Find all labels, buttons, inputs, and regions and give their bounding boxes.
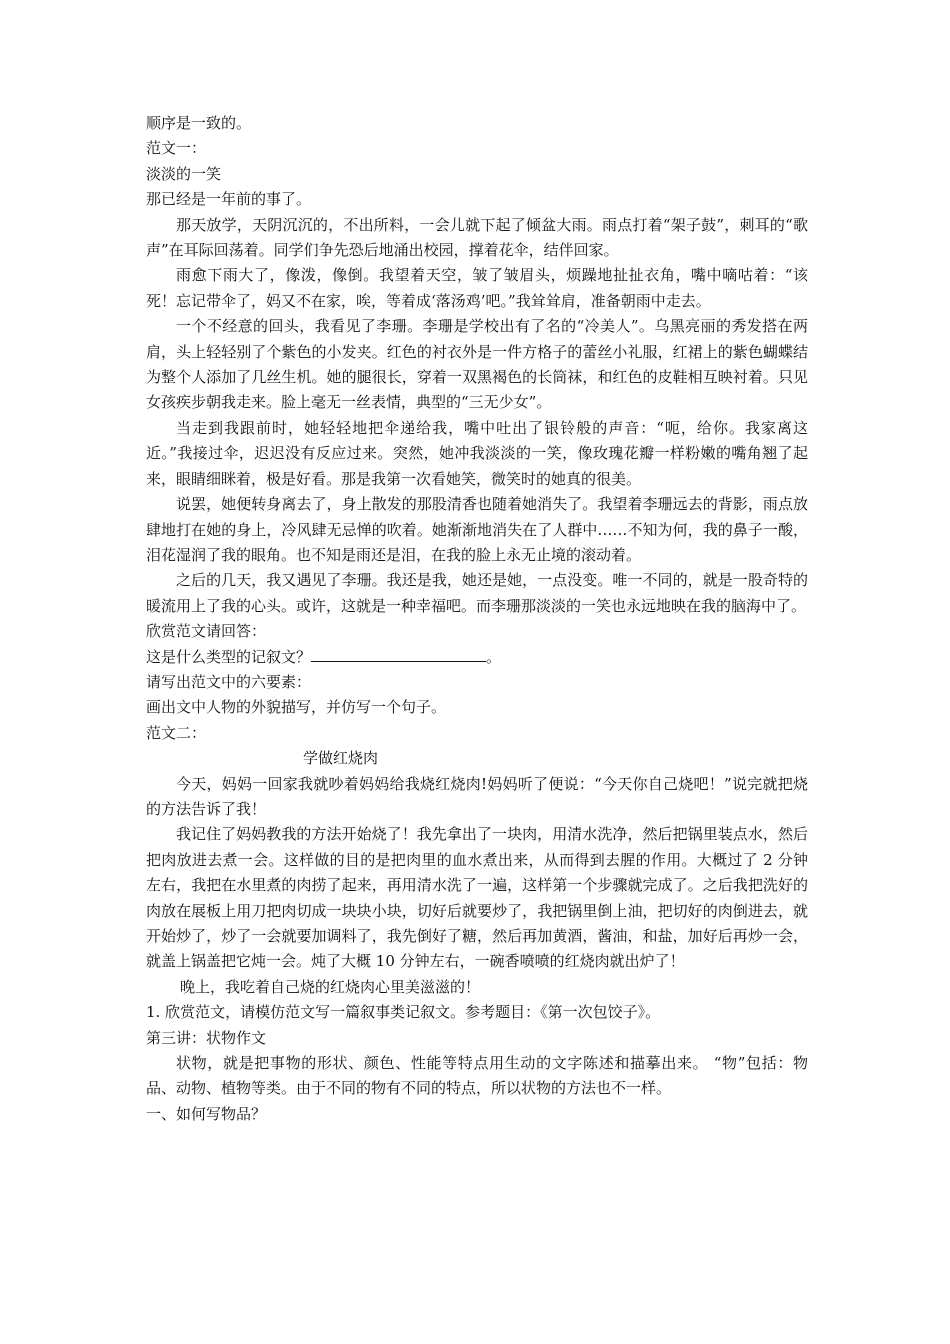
question-heading: 欣赏范文请回答： — [146, 622, 267, 641]
lecture-3-intro: 状物，就是把事物的形状、颜色、性能等特点用生动的文字陈述和描摹出来。 “物”包括：物品、动物、植物等类。由于不同的物有不同的特点，所以状物的方法也不一样。 — [146, 1054, 808, 1098]
section-1-heading: 一、如何写物品？ — [146, 1104, 267, 1123]
essay-1-para-1: 那已经是一年前的事了。 — [146, 190, 312, 209]
essay-2-para-2: 我记住了妈妈教我的方法开始烧了！我先拿出了一块肉，用清水洗净，然后把锅里装点水，然后把肉放进去煮一会。这样做的目的是把肉里的血水煮出来，从而得到去腥的作用。大概过了 2 分钟左右，我把在水里煮的肉捞了起来，再用清水洗了一遍，这样第一个步骤就完成了。之后我把洗好的肉放在展板上用刀把肉切成一块块小块，切好后就要炒了，我把锅里倒上油，把切好的肉倒进去，就开始炒了，炒了一会就要加调料了，我先倒好了糖，然后再加黄酒，酱油，和盐，加好后再炒一会，就盖上锅盖把它炖一会。炖了大概 10 分钟左右，一碗香喷喷的红烧肉就出炉了！ — [146, 825, 808, 971]
essay-1-para-3: 雨愈下雨大了，像泼，像倒。我望着天空，皱了皱眉头，烦躁地扯扯衣角，嘴中嘀咕着：“该死！忘记带伞了，妈又不在家，唉，等着成‘落汤鸡’吧。”我耸耸肩，准备朝雨中走去。 — [146, 266, 808, 310]
answer-blank[interactable] — [311, 647, 486, 662]
essay-1-para-5: 当走到我跟前时，她轻轻地把伞递给我，嘴中吐出了银铃般的声音：“呃，给你。我家离这近。”我接过伞，迟迟没有反应过来。突然，她冲我淡淡的一笑，像玫瑰花瓣一样粉嫩的嘴角翘了起来，眼睛细眯着，极是好看。那是我第一次看她笑，微笑时的她真的很美。 — [146, 418, 808, 488]
writing-task: 1. 欣赏范文，请模仿范文写一篇叙事类记叙文。参考题目：《第一次包饺子》。 — [146, 1003, 661, 1022]
essay-1-para-2: 那天放学，天阴沉沉的，不出所料，一会儿就下起了倾盆大雨。雨点打着“架子鼓”，刺耳的“歌声”在耳际回荡着。同学们争先恐后地涌出校园，撑着花伞，结伴回家。 — [146, 215, 808, 260]
essay-1-para-4: 一个不经意的回头，我看见了李珊。李珊是学校出有了名的“冷美人”。乌黑亮丽的秀发搭在两肩，头上轻轻别了个紫色的小发夹。红色的衬衣外是一件方格子的蕾丝小礼服，红裙上的紫色蝴蝶结为整个人添加了几丝生机。她的腿很长，穿着一双黑褐色的长筒袜，和红色的皮鞋相互映衬着。只见女孩疾步朝我走来。脸上毫无一丝表情，典型的“三无少女”。 — [146, 317, 808, 412]
label-model-essay-1: 范文一： — [146, 139, 207, 158]
document-page — [146, 111, 808, 1127]
question-1-text: 这是什么类型的记叙文？ — [146, 647, 312, 666]
label-model-essay-2: 范文二： — [146, 723, 207, 742]
essay-2-para-1: 今天，妈妈一回家我就吵着妈妈给我烧红烧肉!妈妈听了便说：“今天你自己烧吧！”说完就把烧的方法告诉了我！ — [146, 774, 808, 818]
intro-line: 顺序是一致的。 — [146, 114, 252, 132]
essay-2-para-3: 晚上，我吃着自己烧的红烧肉心里美滋滋的！ — [180, 977, 481, 996]
question-2: 请写出范文中的六要素： — [146, 672, 312, 691]
essay-1-title: 淡淡的一笑 — [146, 164, 222, 183]
question-1 — [146, 645, 808, 670]
essay-2-title: 学做红烧肉 — [303, 749, 379, 768]
lecture-3-heading: 第三讲：状物作文 — [146, 1028, 267, 1047]
question-3: 画出文中人物的外貌描写，并仿写一个句子。 — [146, 698, 447, 717]
essay-1-para-7: 之后的几天，我又遇见了李珊。我还是我，她还是她，一点没变。唯一不同的，就是一股奇特的暖流用上了我的心头。或许，这就是一种幸福吧。而李珊那淡淡的一笑也永远地映在我的脑海中了。 — [146, 571, 808, 615]
question-1-end: 。 — [486, 647, 502, 666]
essay-1-para-6: 说罢，她便转身离去了，身上散发的那股清香也随着她消失了。我望着李珊远去的背影，雨点放肆地打在她的身上，冷风肆无忌惮的吹着。她渐渐地消失在了人群中……不知为何，我的鼻子一酸，泪花湿润了我的眼角。也不知是雨还是泪，在我的脸上永无止境的滚动着。 — [146, 495, 808, 564]
